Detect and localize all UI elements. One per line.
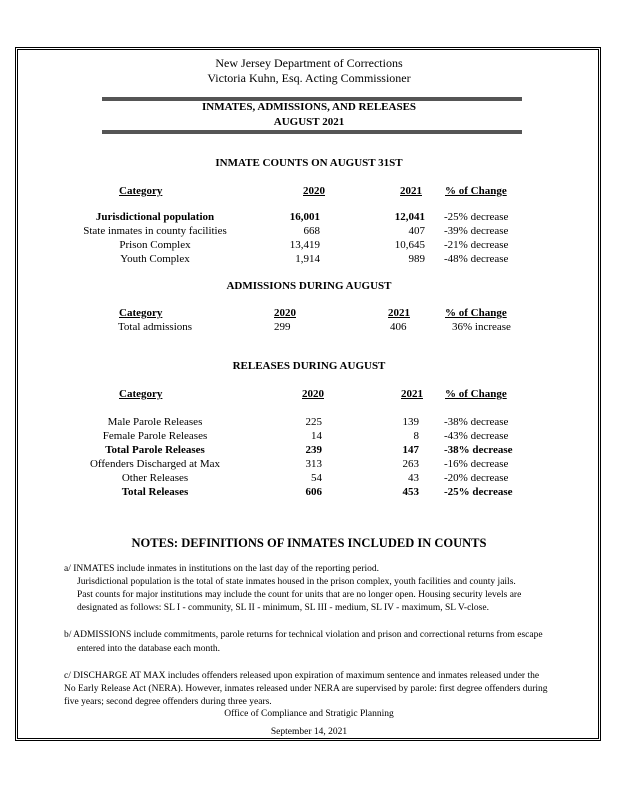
releases-row-2021: 453 [402, 486, 419, 498]
admissions-row-change: 36% increase [452, 321, 511, 333]
department-name: New Jersey Department of Corrections [215, 56, 403, 70]
counts-row-2021: 10,645 [394, 239, 425, 251]
admissions-col-category: Category [119, 307, 163, 319]
admissions-col-2021: 2021 [388, 307, 410, 319]
releases-col-category: Category [119, 388, 163, 400]
counts-row-2020: 1,914 [295, 253, 320, 265]
counts-col-change: % of Change [445, 185, 507, 197]
report-title: INMATES, ADMISSIONS, AND RELEASES [201, 101, 417, 113]
counts-row-category: Jurisdictional population [95, 211, 215, 223]
releases-row-change: -38% decrease [444, 444, 513, 456]
releases-row-2020: 225 [305, 416, 322, 428]
counts-row-category: State inmates in county facilities [83, 225, 227, 237]
releases-row-change: -25% decrease [444, 486, 513, 498]
counts-heading: INMATE COUNTS ON AUGUST 31ST [215, 157, 403, 169]
admissions-row-2020: 299 [274, 321, 291, 333]
releases-row-category: Female Parole Releases [102, 430, 208, 442]
counts-row-2020: 13,419 [289, 239, 320, 251]
releases-row-category: Offenders Discharged at Max [89, 458, 221, 470]
releases-row-change: -43% decrease [444, 430, 509, 442]
note-a-line: designated as follows: SL I - community, SL II - minimum, SL III - medium, SL IV - maximum, SL V-close. [77, 603, 489, 613]
counts-row-2021: 989 [408, 253, 425, 265]
releases-row-category: Male Parole Releases [107, 416, 203, 428]
title-rule-bottom [102, 130, 522, 134]
notes-heading: NOTES: DEFINITIONS OF INMATES INCLUDED IN COUNTS [131, 536, 487, 550]
report-period: AUGUST 2021 [273, 116, 345, 128]
counts-row-change: -21% decrease [444, 239, 509, 251]
counts-row-2021: 407 [408, 225, 425, 237]
counts-col-category: Category [119, 185, 163, 197]
commissioner-name: Victoria Kuhn, Esq. Acting Commissioner [207, 71, 411, 85]
counts-col-2020: 2020 [303, 185, 325, 197]
releases-row-2021: 139 [402, 416, 419, 428]
releases-row-2020: 14 [311, 430, 322, 442]
releases-row-category: Total Parole Releases [105, 444, 205, 456]
counts-row-2021: 12,041 [394, 211, 425, 223]
releases-row-change: -38% decrease [444, 416, 509, 428]
releases-col-2020: 2020 [302, 388, 324, 400]
releases-row-2020: 313 [305, 458, 322, 470]
footer-date: September 14, 2021 [270, 727, 348, 737]
note-b-line: entered into the database each month. [77, 644, 220, 654]
admissions-col-2020: 2020 [274, 307, 296, 319]
releases-row-category: Other Releases [121, 472, 189, 484]
counts-col-2021: 2021 [400, 185, 422, 197]
counts-row-change: -39% decrease [444, 225, 509, 237]
footer-office: Office of Compliance and Stratigic Planning [224, 709, 394, 719]
releases-row-change: -20% decrease [444, 472, 509, 484]
releases-row-2021: 147 [402, 444, 419, 456]
releases-heading: RELEASES DURING AUGUST [232, 360, 386, 372]
note-b-line: b/ ADMISSIONS include commitments, parole returns for technical violation and prison and correctional returns from escape [64, 630, 543, 640]
note-c-line: No Early Release Act (NERA). However, inmates released under NERA are supervised by parole: first degree offenders during [64, 684, 548, 694]
releases-row-2021: 263 [402, 458, 419, 470]
releases-row-2020: 239 [305, 444, 322, 456]
counts-row-change: -48% decrease [444, 253, 509, 265]
note-a-line: Past counts for major institutions may include the count for units that are no longer open. Housing security levels are [77, 590, 522, 600]
releases-row-2021: 43 [408, 472, 419, 484]
admissions-row-category: Total admissions [117, 321, 193, 333]
counts-row-category: Youth Complex [120, 253, 190, 265]
counts-row-category: Prison Complex [119, 239, 191, 251]
releases-row-category: Total Releases [121, 486, 189, 498]
counts-row-2020: 668 [303, 225, 320, 237]
counts-row-change: -25% decrease [444, 211, 509, 223]
admissions-heading: ADMISSIONS DURING AUGUST [226, 280, 392, 292]
releases-row-2020: 54 [311, 472, 322, 484]
note-a-line: a/ INMATES include inmates in institutions on the last day of the reporting period. [64, 564, 380, 574]
admissions-row-2021: 406 [390, 321, 407, 333]
releases-row-2020: 606 [305, 486, 322, 498]
releases-row-change: -16% decrease [444, 458, 509, 470]
note-c-line: five years; second degree offenders during three years. [64, 697, 272, 707]
note-c-line: c/ DISCHARGE AT MAX includes offenders released upon expiration of maximum sentence and inmates released under the [64, 671, 540, 681]
releases-col-change: % of Change [445, 388, 507, 400]
note-a-line: Jurisdictional population is the total of state inmates housed in the prison complex, youth facilities and county jails. [77, 577, 516, 587]
releases-row-2021: 8 [413, 430, 419, 442]
counts-row-2020: 16,001 [289, 211, 320, 223]
releases-col-2021: 2021 [401, 388, 423, 400]
admissions-col-change: % of Change [445, 307, 507, 319]
